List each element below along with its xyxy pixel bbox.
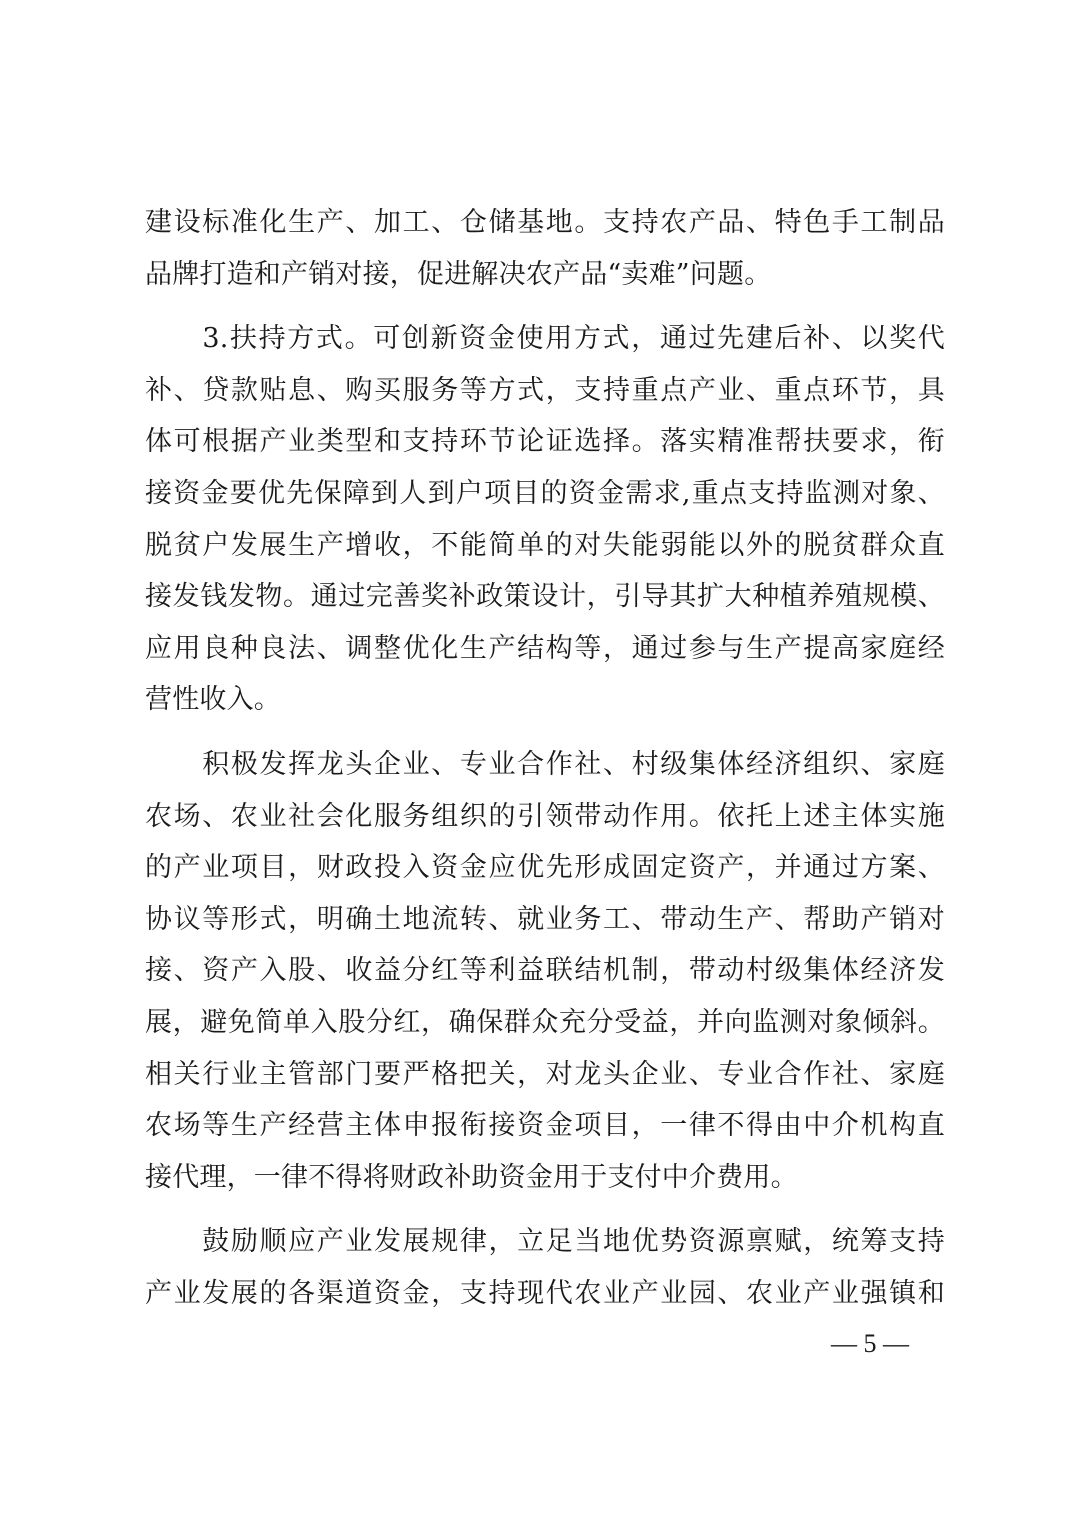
- page-number: — 5 —: [831, 1329, 909, 1358]
- paragraph-2: [145, 313, 945, 726]
- text-line: 农场等生产经营主体申报衔接资金项目，一律不得由中介机构直: [145, 1110, 945, 1142]
- text-line: 3.扶持方式。可创新资金使用方式，通过先建后补、以奖代: [145, 323, 945, 355]
- paragraph-3: [145, 739, 945, 1203]
- text-line: 品牌打造和产销对接，促进解决农产品“卖难”问题。: [145, 258, 772, 290]
- body-text: [145, 197, 945, 1319]
- text-line: 鼓励顺应产业发展规律，立足当地优势资源禀赋，统筹支持: [145, 1226, 945, 1258]
- text-line: 营性收入。: [145, 684, 281, 716]
- text-line: 农场、农业社会化服务组织的引领带动作用。依托上述主体实施: [145, 800, 945, 832]
- text-line: 脱贫户发展生产增收，不能简单的对失能弱能以外的脱贫群众直: [145, 529, 945, 561]
- text-line: 产业发展的各渠道资金，支持现代农业产业园、农业产业强镇和: [145, 1277, 945, 1309]
- text-line: 接代理，一律不得将财政补助资金用于支付中介费用。: [145, 1161, 798, 1193]
- text-line: 体可根据产业类型和支持环节论证选择。落实精准帮扶要求，衔: [145, 426, 945, 458]
- text-line: 应用良种良法、调整优化生产结构等，通过参与生产提高家庭经: [145, 632, 945, 664]
- text-line: 的产业项目，财政投入资金应优先形成固定资产，并通过方案、: [145, 852, 945, 884]
- text-line: 协议等形式，明确土地流转、就业务工、带动生产、帮助产销对: [145, 903, 945, 935]
- text-line: 建设标准化生产、加工、仓储基地。支持农产品、特色手工制品: [145, 207, 945, 238]
- text-line: 积极发挥龙头企业、专业合作社、村级集体经济组织、家庭: [145, 748, 945, 780]
- paragraph-1: [145, 197, 945, 300]
- text-line: 接资金要优先保障到人到户项目的资金需求,重点支持监测对象、: [145, 477, 945, 509]
- text-line: 展，避免简单入股分红，确保群众充分受益，并向监测对象倾斜。: [145, 1006, 945, 1038]
- text-line: 接、资产入股、收益分红等利益联结机制，带动村级集体经济发: [145, 955, 945, 987]
- text-line: 相关行业主管部门要严格把关，对龙头企业、专业合作社、家庭: [145, 1058, 945, 1090]
- text-line: 补、贷款贴息、购买服务等方式，支持重点产业、重点环节，具: [145, 374, 945, 406]
- paragraph-4: [145, 1216, 945, 1319]
- text-line: 接发钱发物。通过完善奖补政策设计，引导其扩大种植养殖规模、: [145, 581, 945, 613]
